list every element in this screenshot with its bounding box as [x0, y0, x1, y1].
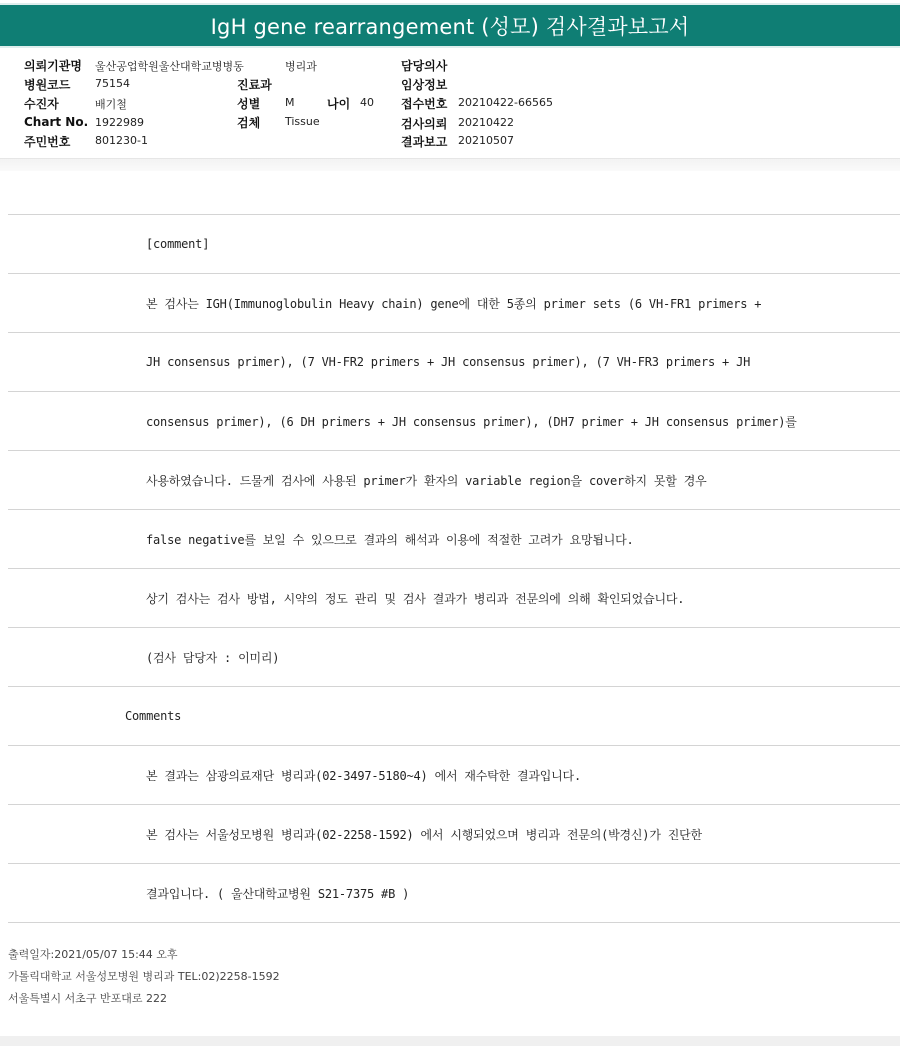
- chart-value: 1922989: [95, 116, 144, 129]
- doctor-label: 담당의사: [401, 59, 448, 73]
- comments-heading: Comments: [8, 686, 900, 745]
- hospital-ward: 병리과: [285, 60, 317, 73]
- id-value: 801230-1: [95, 134, 148, 147]
- result-line: 사용하였습니다. 드물게 검사에 사용된 primer가 환자의 variable region을 cover하지 못할 경우: [8, 450, 900, 509]
- accession-label: 접수번호: [401, 97, 448, 111]
- header-info: [0, 50, 900, 154]
- dept-label: 진료과: [237, 78, 272, 92]
- report-footer: [8, 944, 280, 1010]
- request-label: 검사의뢰: [401, 117, 448, 131]
- code-value: 75154: [95, 77, 130, 90]
- specimen-label: 검체: [237, 116, 261, 130]
- hospital-label: 의뢰기관명: [24, 59, 82, 73]
- hospital-value: 울산공업학원울산대학교병병동: [95, 60, 244, 73]
- patient-label: 수진자: [24, 97, 59, 111]
- patient-value: 배기철: [95, 98, 127, 111]
- address: 서울특별시 서초구 반포대로 222: [8, 992, 167, 1005]
- result-line: 상기 검사는 검사 방법, 시약의 정도 관리 및 검사 결과가 병리과 전문의에 의해 확인되었습니다.: [8, 568, 900, 627]
- accession-value: 20210422-66565: [458, 96, 553, 109]
- result-line: consensus primer), (6 DH primers + JH consensus primer), (DH7 primer + JH consensus primer)를: [8, 391, 900, 450]
- sex-value: M: [285, 96, 295, 109]
- result-line: 본 검사는 IGH(Immunoglobulin Heavy chain) gene에 대한 5종의 primer sets (6 VH-FR1 primers +: [8, 273, 900, 332]
- request-value: 20210422: [458, 116, 514, 129]
- report-label: 결과보고: [401, 135, 448, 149]
- clinical-label: 임상정보: [401, 78, 448, 92]
- organization-info: 가톨릭대학교 서울성모병원 병리과 TEL:02)2258-1592: [8, 970, 280, 983]
- id-label: 주민번호: [24, 135, 71, 149]
- bottom-bar: [0, 1036, 900, 1046]
- result-line: 본 결과는 삼광의료재단 병리과(02-3497-5180~4) 에서 재수탁한 결과입니다.: [8, 745, 900, 804]
- report-content: [8, 214, 900, 923]
- report-title: IgH gene rearrangement (성모) 검사결과보고서: [210, 14, 690, 39]
- report-value: 20210507: [458, 134, 514, 147]
- comment-heading: [comment]: [8, 214, 900, 273]
- sex-label: 성별: [237, 97, 261, 111]
- title-bar: [0, 3, 900, 48]
- printed-date: 출력일자:2021/05/07 15:44 오후: [8, 948, 178, 961]
- age-value: 40: [360, 96, 374, 109]
- age-label: 나이: [327, 97, 351, 111]
- specimen-value: Tissue: [285, 115, 320, 128]
- result-line: (검사 담당자 : 이미리): [8, 627, 900, 686]
- header-divider: [0, 158, 900, 171]
- result-line: 본 검사는 서울성모병원 병리과(02-2258-1592) 에서 시행되었으며 병리과 전문의(박경신)가 진단한: [8, 804, 900, 863]
- result-line: false negative를 보일 수 있으므로 결과의 해석과 이용에 적절한 고려가 요망됩니다.: [8, 509, 900, 568]
- result-line: JH consensus primer), (7 VH-FR2 primers + JH consensus primer), (7 VH-FR3 primers + JH: [8, 332, 900, 391]
- chart-label: Chart No.: [24, 115, 89, 129]
- result-line: 결과입니다. ( 울산대학교병원 S21-7375 #B ): [8, 863, 900, 923]
- code-label: 병원코드: [24, 78, 71, 92]
